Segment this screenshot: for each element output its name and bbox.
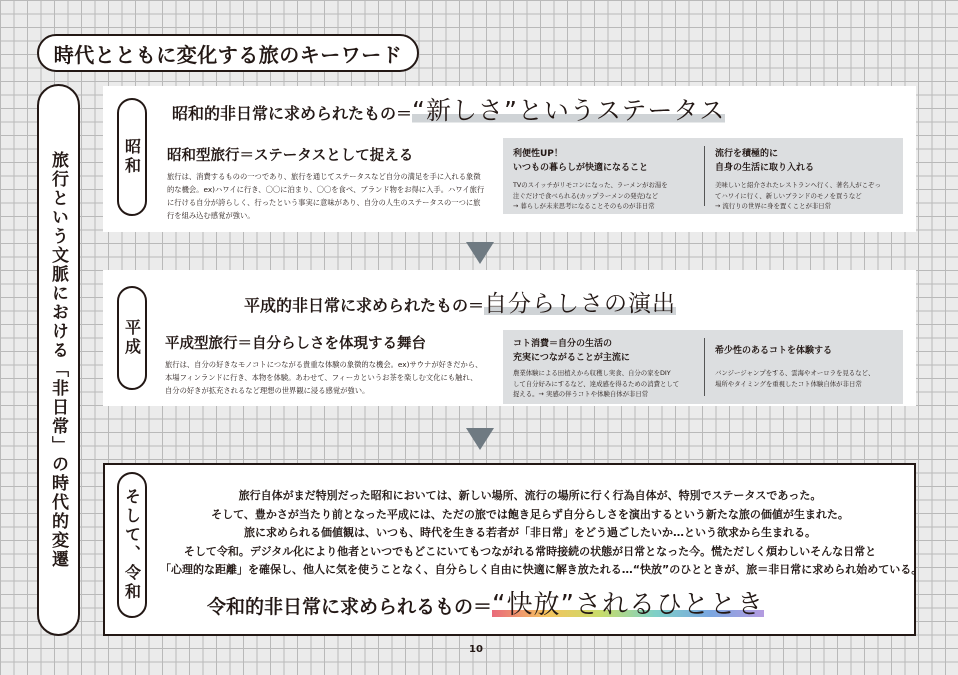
- showa-era-label: [117, 98, 147, 216]
- example-body: して自分好みにするなど、達成感を得るための消費として: [513, 379, 680, 388]
- heading-lead: 平成的非日常に求められたもの＝: [244, 296, 485, 315]
- era-text: 平成: [122, 319, 142, 357]
- reiwa-line: 旅に求められる価値観は、いつも、時代を生きる若者が「非日常」をどう過ごしたいか…という欲求から生まれる。: [244, 526, 816, 539]
- page-number: 10: [469, 644, 483, 655]
- box-divider: [704, 146, 705, 206]
- example-body: てハワイに行く、新しいブランドのモノを買うなど: [715, 191, 862, 200]
- heading-lead: 令和的非日常に求められるもの＝: [207, 596, 493, 618]
- heading-keyword: “快放”されるひととき: [492, 590, 764, 620]
- reiwa-line: そして令和。デジタル化により他者といつでもどこにいてもつながれる常時接続の状態が日常となった今。慌ただしく煩わしいそんな日常と: [183, 544, 877, 558]
- reiwa-heading: [207, 584, 764, 621]
- reiwa-line: そして、豊かさが当たり前となった平成には、ただの旅では飽き足らず自分らしさを演出するという新たな旅の価値が生まれた。: [211, 507, 849, 521]
- heisei-description: 旅行は、自分の好きなモノコトにつながる貴重な体験の象徴的な機会。ex)サウナが好きだから、本場フィンランドに行き、本物を体験。あわせて、フィーカというお茶を楽しむ文化にも触れ、自分の好きが拡充されるなど理想の世界観に浸る感覚が強い。: [165, 360, 483, 395]
- showa-heading: [172, 91, 725, 127]
- example-title: 利便性UP！: [513, 149, 563, 159]
- era-text: そして、令和: [122, 488, 142, 602]
- era-text: 昭和: [122, 138, 142, 176]
- example-body: 農業体験による田植えから収穫し実食、自分の家をDIY: [513, 369, 671, 377]
- down-arrow-icon: [466, 242, 494, 264]
- heading-keyword: “新しさ”というステータス: [412, 96, 726, 125]
- example-title: 流行を積極的に: [715, 149, 779, 159]
- example-body: 注ぐだけで食べられる(カップラーメンの発売)など: [513, 191, 659, 200]
- example-body: → 流行りの世界に身を置くことが非日常: [715, 202, 832, 210]
- heisei-examples-box: [503, 330, 903, 404]
- heisei-era-label: [117, 286, 147, 390]
- heisei-example-right: [715, 344, 874, 389]
- example-body: → 暮らしが未来思考になることそのものが非日常: [513, 202, 655, 210]
- example-body: バンジージャンプをする、雲海やオーロラを見るなど、: [715, 369, 875, 377]
- down-arrow-icon: [466, 428, 494, 450]
- heisei-subtitle: 平成型旅行＝自分らしさを体現する舞台: [165, 336, 426, 352]
- reiwa-era-label: [117, 472, 147, 618]
- example-body: 場所やタイミングを重視したコト体験自体が非日常: [715, 379, 862, 388]
- showa-example-right: [715, 147, 881, 212]
- reiwa-line: 旅行自体がまだ特別だった昭和においては、新しい場所、流行の場所に行く行為自体が、特別でステータスであった。: [238, 489, 822, 502]
- showa-example-left: [513, 147, 668, 212]
- heading-keyword: 自分らしさの演出: [484, 291, 677, 317]
- example-body: TVのスイッチがリモコンになった、ラーメンがお湯を: [513, 181, 668, 189]
- heisei-example-left: [513, 337, 679, 400]
- example-body: 捉える。→ 実感の伴うコトや体験自体が非日常: [513, 390, 649, 398]
- showa-examples-box: [503, 138, 903, 214]
- example-body: 美味しいと紹介されたレストランへ行く、著名人がこぞっ: [715, 181, 881, 189]
- box-divider: [704, 338, 705, 396]
- heisei-heading: [244, 285, 676, 318]
- example-title: いつもの暮らしが快適になること: [513, 163, 649, 173]
- example-title: コト消費＝自分の生活の: [513, 339, 613, 349]
- reiwa-body: [160, 487, 923, 580]
- side-title: 旅行という文脈における「非日常」の時代的変遷: [48, 151, 68, 569]
- page-title: 時代とともに変化する旅のキーワード: [37, 34, 419, 72]
- heading-lead: 昭和的非日常に求められたもの＝: [172, 104, 413, 123]
- showa-description: 旅行は、消費するものの一つであり、旅行を通じてステータスなど自分の満足を手に入れる象徴的な機会。ex)ハワイに行き、〇〇に泊まり、〇〇を食べ、ブランド物をお得に入手。ハワイ旅行に行ける自分が誇らしく、行ったという事実に意味があり、自分の人生のステータスの一つに旅行を組み込む感覚が強い。: [167, 172, 485, 220]
- side-title-pill: [37, 84, 80, 636]
- showa-subtitle: 昭和型旅行＝ステータスとして捉える: [167, 148, 414, 164]
- example-title: 希少性のあるコトを体験する: [715, 346, 833, 356]
- example-title: 自身の生活に取り入れる: [715, 163, 815, 173]
- reiwa-line: 「心理的な距離」を確保し、他人に気を使うことなく、自分らしく自由に快適に解き放たれる…“快放”のひとときが、旅＝非日常に求められ始めている。: [160, 563, 923, 576]
- example-title: 充実につながることが主流に: [513, 353, 630, 363]
